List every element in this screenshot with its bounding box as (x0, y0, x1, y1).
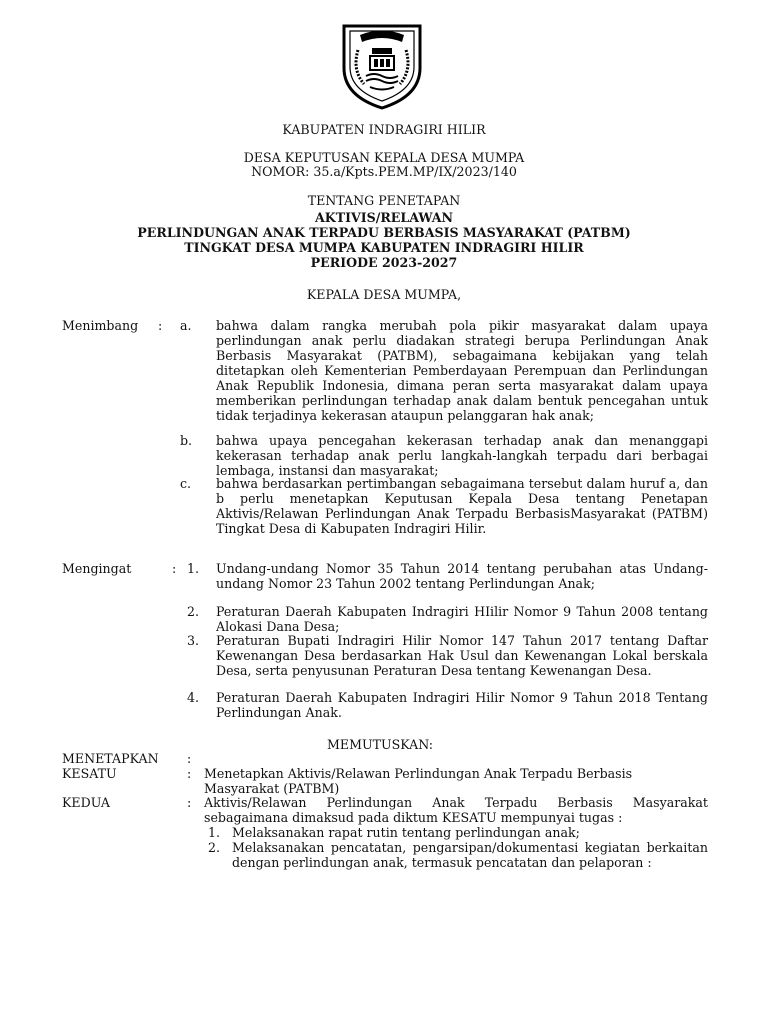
mengingat-marker-4: 4. (187, 690, 200, 705)
mengingat-item-1: Undang-undang Nomor 35 Tahun 2014 tentang perubahan atas Undang-undang Nomor 23 Tahun 2002 tentang Perlindungan Anak; (216, 561, 708, 591)
menimbang-colon: : (158, 318, 163, 333)
mengingat-colon: : (172, 561, 177, 576)
mengingat-marker-3: 3. (187, 633, 200, 648)
kedua-text: Aktivis/Relawan Perlindungan Anak Terpadu Berbasis Masyarakat sebagaimana dimaksud pada diktum KESATU mempunyai tugas : (204, 795, 708, 825)
title-line-1: AKTIVIS/RELAWAN (314, 210, 454, 225)
mengingat-marker-1: 1. (187, 561, 200, 576)
decree-number: NOMOR: 35.a/Kpts.PEM.MP/IX/2023/140 (251, 164, 517, 179)
mengingat-label: Mengingat (62, 561, 132, 576)
kesatu-text: Menetapkan Aktivis/Relawan Perlindungan Anak Terpadu Berbasis Masyarakat (PATBM) (204, 766, 633, 796)
menimbang-item-a: bahwa dalam rangka merubah pola pikir masyarakat dalam upaya perlindungan anak perlu diadakan strategi berupa Perlindungan Anak Berbasis Masyarakat (PATBM), sebagaimana kebijakan yang telah ditetapkan oleh Kementerian Pemberdayaan Perempuan dan Perlindungan Anak Republik Indonesia, dimana peran serta masyarakat dalam upaya memberikan perlindungan terhadap anak dalam bentuk pencegahan untuk tidak terjadinya kekerasan ataupun pelanggaran hak anak; (216, 318, 708, 423)
mengingat-item-2: Peraturan Daerah Kabupaten Indragiri HIilir Nomor 9 Tahun 2008 tentang Alokasi Dana Desa; (216, 604, 708, 634)
menimbang-label: Menimbang (62, 318, 139, 333)
menimbang-item-c: bahwa berdasarkan pertimbangan sebagaimana tersebut dalam huruf a, dan b perlu menetapkan Keputusan Kepala Desa tentang Penetapan Aktivis/Relawan Perlindungan Anak Terpadu BerbasisMasyarakat (PATBM) Tingkat Desa di Kabupaten Indragiri Hilir. (216, 476, 708, 536)
mengingat-item-3: Peraturan Bupati Indragiri Hilir Nomor 147 Tahun 2017 tentang Daftar Kewenangan Desa berdasarkan Hak Usul dan Kewenangan Lokal berskala Desa, serta penyusunan Peraturan Desa tentang Kewenangan Desa. (216, 633, 708, 678)
official-title: KEPALA DESA MUMPA, (306, 287, 462, 302)
menimbang-marker-c: c. (180, 476, 192, 491)
regency-name: KABUPATEN INDRAGIRI HILIR (282, 122, 486, 137)
kedua-task-2: Melaksanakan pencatatan, pengarsipan/dokumentasi kegiatan berkaitan dengan perlindungan anak, termasuk pencatatan dan pelaporan : (232, 840, 708, 870)
decree-about: TENTANG PENETAPAN (307, 193, 461, 208)
kedua-task-marker-2: 2. (208, 840, 221, 855)
menimbang-marker-a: a. (180, 318, 192, 333)
title-line-4: PERIODE 2023-2027 (310, 255, 458, 270)
memutuskan-heading: MEMUTUSKAN: (327, 737, 434, 752)
kedua-task-marker-1: 1. (208, 825, 221, 840)
title-line-3: TINGKAT DESA MUMPA KABUPATEN INDRAGIRI HILIR (184, 240, 584, 255)
kedua-task-1: Melaksanakan rapat rutin tentang perlindungan anak; (232, 825, 580, 840)
kesatu-colon: : (187, 766, 192, 781)
kedua-label: KEDUA (62, 795, 111, 810)
mengingat-item-4: Peraturan Daerah Kabupaten Indragiri Hilir Nomor 9 Tahun 2018 Tentang Perlindungan Anak. (216, 690, 708, 720)
menimbang-item-b: bahwa upaya pencegahan kekerasan terhadap anak dan menanggapi kekerasan terhadap anak perlu langkah-langkah terpadu dari berbagai lembaga, instansi dan masyarakat; (216, 433, 708, 478)
mengingat-marker-2: 2. (187, 604, 200, 619)
title-line-2: PERLINDUNGAN ANAK TERPADU BERBASIS MASYARAKAT (PATBM) (137, 225, 631, 240)
decree-title: DESA KEPUTUSAN KEPALA DESA MUMPA (243, 150, 525, 165)
menetapkan-colon: : (187, 751, 192, 766)
kedua-colon: : (187, 795, 192, 810)
kesatu-label: KESATU (62, 766, 117, 781)
menimbang-marker-b: b. (180, 433, 193, 448)
menetapkan-label: MENETAPKAN (62, 751, 159, 766)
regency-emblem-icon (340, 20, 424, 110)
